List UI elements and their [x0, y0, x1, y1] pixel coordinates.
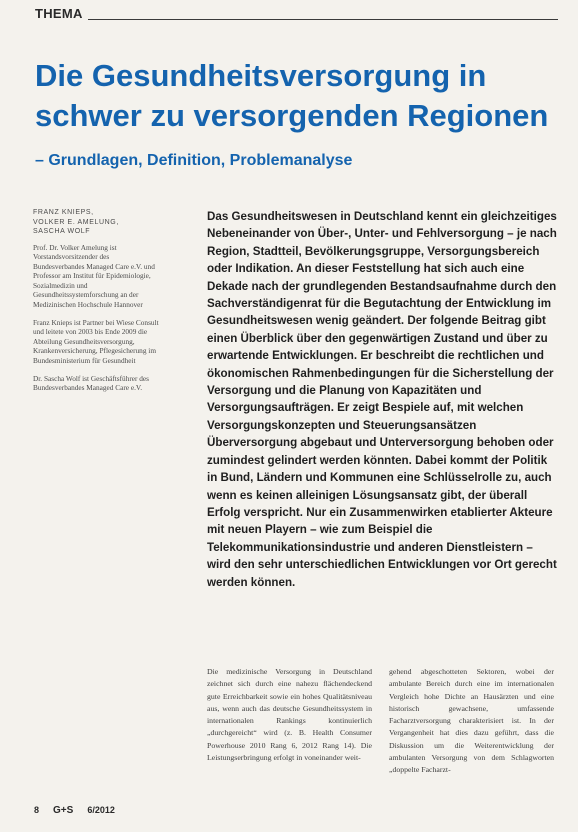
author-name: SASCHA WOLF: [33, 228, 91, 235]
author-name: FRANZ KNIEPS,: [33, 209, 94, 216]
author-bio: Franz Knieps ist Partner bei Wiese Consult und leitete von 2003 bis Ende 2009 die Abteilung Gesundheitsversorgung, Krankenversicherung, Pflegesicherung im Bundesministerium für Gesundheit: [33, 317, 159, 366]
page-number: 8: [34, 805, 40, 815]
body-column-2: gehend abgeschotteten Sektoren, wobei der ambulante Bereich durch eine im internationalen Vergleich hohe Dichte an Hausärzten und eine historisch gewachsene, umfassende Facharztversorgung charakterisiert ist. In der Vergangenheit hat dies dazu geführt, dass die Diskussion um die Weiterentwicklung der ambulanten Versorgung von dem Schlagworten „doppelte Facharzt-: [389, 667, 554, 775]
section-label: THEMA: [35, 6, 83, 21]
author-list: [33, 208, 161, 237]
author-bio: Prof. Dr. Volker Amelung ist Vorstandsvorsitzender des Bundesverbandes Managed Care e.V. und Professor am Institut für Epidemiologie, Sozialmedizin und Gesundheitssystemforschung an der Medizinischen Hochschule Hannover: [33, 242, 155, 310]
top-rule: [88, 19, 558, 20]
author-name: VOLKER E. AMELUNG,: [33, 218, 119, 226]
article-title: Die Gesundheitsversorgung in schwer zu versorgenden Regionen: [35, 58, 549, 133]
author-sidebar: [33, 208, 161, 401]
author-bio: Dr. Sascha Wolf ist Geschäftsführer des Bundesverbandes Managed Care e.V.: [33, 373, 149, 393]
article-subtitle: – Grundlagen, Definition, Problemanalyse: [35, 152, 353, 169]
lead-paragraph: Das Gesundheitswesen in Deutschland kennt ein gleichzeitiges Nebeneinander von Über-, Unter- und Fehlversorgung – je nach Region, Stadtteil, Bevölkerungsgruppe, Versorgungsbereich oder Indikation. An dieser Feststellung hat sich auch eine Dekade nach der grundlegenden Bestandsaufnahme durch den Sachverständigenrat für die Begutachtung der Entwicklung im Gesundheitswesen wenig geändert. Der folgende Beitrag gibt einen Überblick über den gegenwärtigen Zustand und über zu erwartende Entwicklungen. Er beschreibt die rechtlichen und ökonomischen Rahmenbedingungen für die Sicherstellung der Versorgung und die Planung von Kapazitäten und Versorgungsaufträgen. Er zeigt Bespiele auf, mit welchen Versorgungskonzepten und Steuerungsansätzen Überversorgung abgebaut und Unterversorgung behoben oder zumindest gelindert werden könnten. Dabei kommt der Politik in Bund, Ländern und Kommunen eine Schlüsselrolle zu, auch wenn es keinen alleinigen Lösungsansatz gibt, der überall Erfolg verspricht. Nur ein Zusammenwirken etablierter Akteure mit neuen Playern – wie zum Beispiel die Telekommunikationsindustrie und anderen Dienstleistern – wird den sehr unterschiedlichen Entwicklungen vor Ort gerecht werden können.: [207, 210, 557, 589]
body-column-1: Die medizinische Versorgung in Deutschland zeichnet sich durch eine nahezu flächendeckend gute Erreichbarkeit sowie ein hohes Qualitätsniveau aus, wenn auch das deutsche Gesundheitssystem in internationalen Rankings kontinuierlich „durchgereicht“ wird (z. B. Health Consumer Powerhouse 2010 Rang 6, 2012 Rang 14). Die Leistungserbringung erfolgt in voneinander weit-: [207, 667, 372, 763]
page-footer: [34, 805, 174, 816]
magazine-logo: G+S: [53, 805, 74, 816]
issue-number: 6/2012: [87, 805, 115, 815]
